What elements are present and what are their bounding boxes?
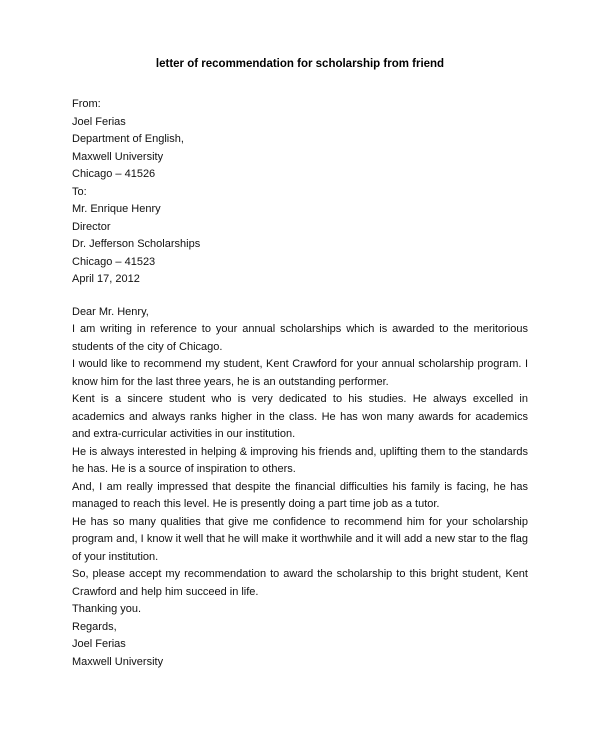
to-city: Chicago – 41523 (72, 255, 156, 268)
closing-regards: Regards, (72, 620, 117, 633)
letter-body (72, 321, 528, 601)
from-university: Maxwell University (72, 150, 164, 163)
paragraph: I am writing in reference to your annual scholarships which is awarded to the meritorious students of the city of Chicago. (72, 323, 528, 353)
paragraph: And, I am really impressed that despite the financial difficulties his family is facing, he has managed to reach this level. He is presently doing a part time job as a tutor. (72, 480, 528, 510)
to-organization: Dr. Jefferson Scholarships (72, 238, 201, 250)
paragraph: So, please accept my recommendation to award the scholarship to this bright student, Kent Crawford and help him succeed in life. (72, 568, 528, 598)
from-name: Joel Ferias (72, 115, 126, 128)
paragraph: I would like to recommend my student, Kent Crawford for your annual scholarship program. I know him for the last three years, he is an outstanding performer. (72, 358, 528, 388)
closing-thanks: Thanking you. (72, 603, 142, 615)
to-name: Mr. Enrique Henry (72, 203, 161, 215)
signature-name: Joel Ferias (72, 638, 126, 650)
from-city: Chicago – 41526 (72, 168, 156, 180)
paragraph: He has so many qualities that give me confidence to recommend him for your scholarship program and, I know it well that he will make it worthwhile and it will add a new star to the flag of your institution. (72, 515, 528, 563)
from-label: From: (72, 98, 101, 110)
to-address-block (72, 184, 528, 289)
paragraph: Kent is a sincere student who is very dedicated to his studies. He always excelled in academics and always ranks higher in the class. He has won many awards for academics and extra-curricular activities in our institution. (72, 393, 528, 440)
to-label: To: (72, 185, 87, 198)
from-address-block (72, 96, 528, 184)
from-department: Department of English, (72, 133, 184, 145)
closing-block (72, 601, 528, 671)
page-title: letter of recommendation for scholarship from friend (155, 58, 445, 70)
letter-date: April 17, 2012 (72, 273, 140, 285)
to-title: Director (72, 220, 111, 233)
paragraph: He is always interested in helping & improving his friends and, uplifting them to the standards he has. He is a source of inspiration to others. (72, 445, 528, 475)
salutation: Dear Mr. Henry, (72, 305, 149, 318)
signature-university: Maxwell University (72, 655, 164, 668)
